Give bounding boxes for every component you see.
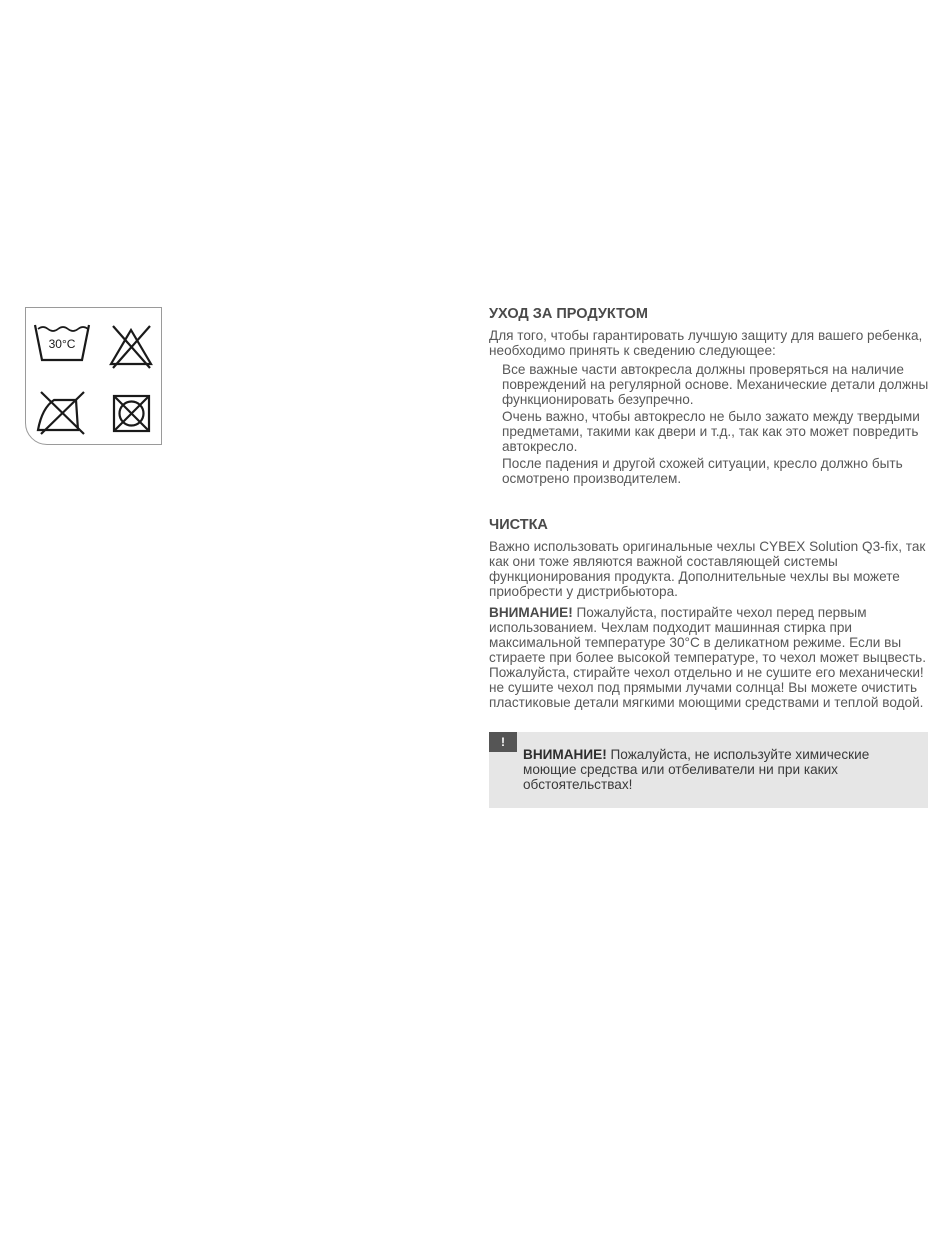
warning-label: ВНИМАНИЕ! — [523, 747, 607, 762]
care-symbols-panel — [25, 307, 162, 445]
no-iron-icon — [38, 392, 84, 434]
warning-box — [489, 732, 928, 808]
warning-message: Пожалуйста, не используйте химические моющие средства или отбеливатели ни при каких обстоятельствах! — [523, 747, 870, 792]
care-section — [489, 306, 929, 486]
wash-temperature: 30°C — [48, 337, 76, 351]
care-section-title: УХОД ЗА ПРОДУКТОМ — [489, 306, 648, 322]
cleaning-section-title: ЧИСТКА — [489, 517, 548, 533]
cleaning-section — [489, 517, 929, 710]
wash-30-icon — [35, 325, 89, 360]
care-item: После падения и другой схожей ситуации, кресло должно быть осмотрено производителем. — [502, 456, 903, 486]
cleaning-paragraph: Важно использовать оригинальные чехлы CYBEX Solution Q3-fix, так как они тоже являются важной составляющей системы функционирования продукта. Дополнительные чехлы вы можете приобрести у дистрибьютора. — [489, 539, 926, 599]
attention-text: Пожалуйста, постирайте чехол перед первым использованием. Чехлам подходит машинная стирка при максимальной температуре 30°C в деликатном режиме. Если вы стираете при более высокой температуре, то чехол может выцвесть. Пожалуйста, стирайте чехол отдельно и не сушите его механически! не сушите чехол под прямыми лучами солнца! Вы можете очистить пластиковые детали мягкими моющими средствами и теплой водой. — [489, 605, 926, 710]
warning-mark-icon: ! — [489, 732, 517, 752]
care-item: Все важные части автокресла должны проверяться на наличие повреждений на регулярной основе. Механические детали должны функционировать безупречно. — [502, 362, 929, 407]
care-intro: Для того, чтобы гарантировать лучшую защиту для вашего ребенка, необходимо принять к сведению следующее: — [489, 328, 923, 358]
attention-label: ВНИМАНИЕ! — [489, 605, 573, 620]
care-item: Очень важно, чтобы автокресло не было зажато между твердыми предметами, такими как двери и т.д., так как это может повредить автокресло. — [502, 409, 920, 454]
warning-text — [523, 747, 918, 792]
care-symbols-graphic — [26, 308, 163, 446]
no-bleach-icon — [111, 326, 151, 368]
no-tumble-dry-icon — [114, 396, 149, 431]
cleaning-attention-paragraph — [489, 605, 929, 710]
